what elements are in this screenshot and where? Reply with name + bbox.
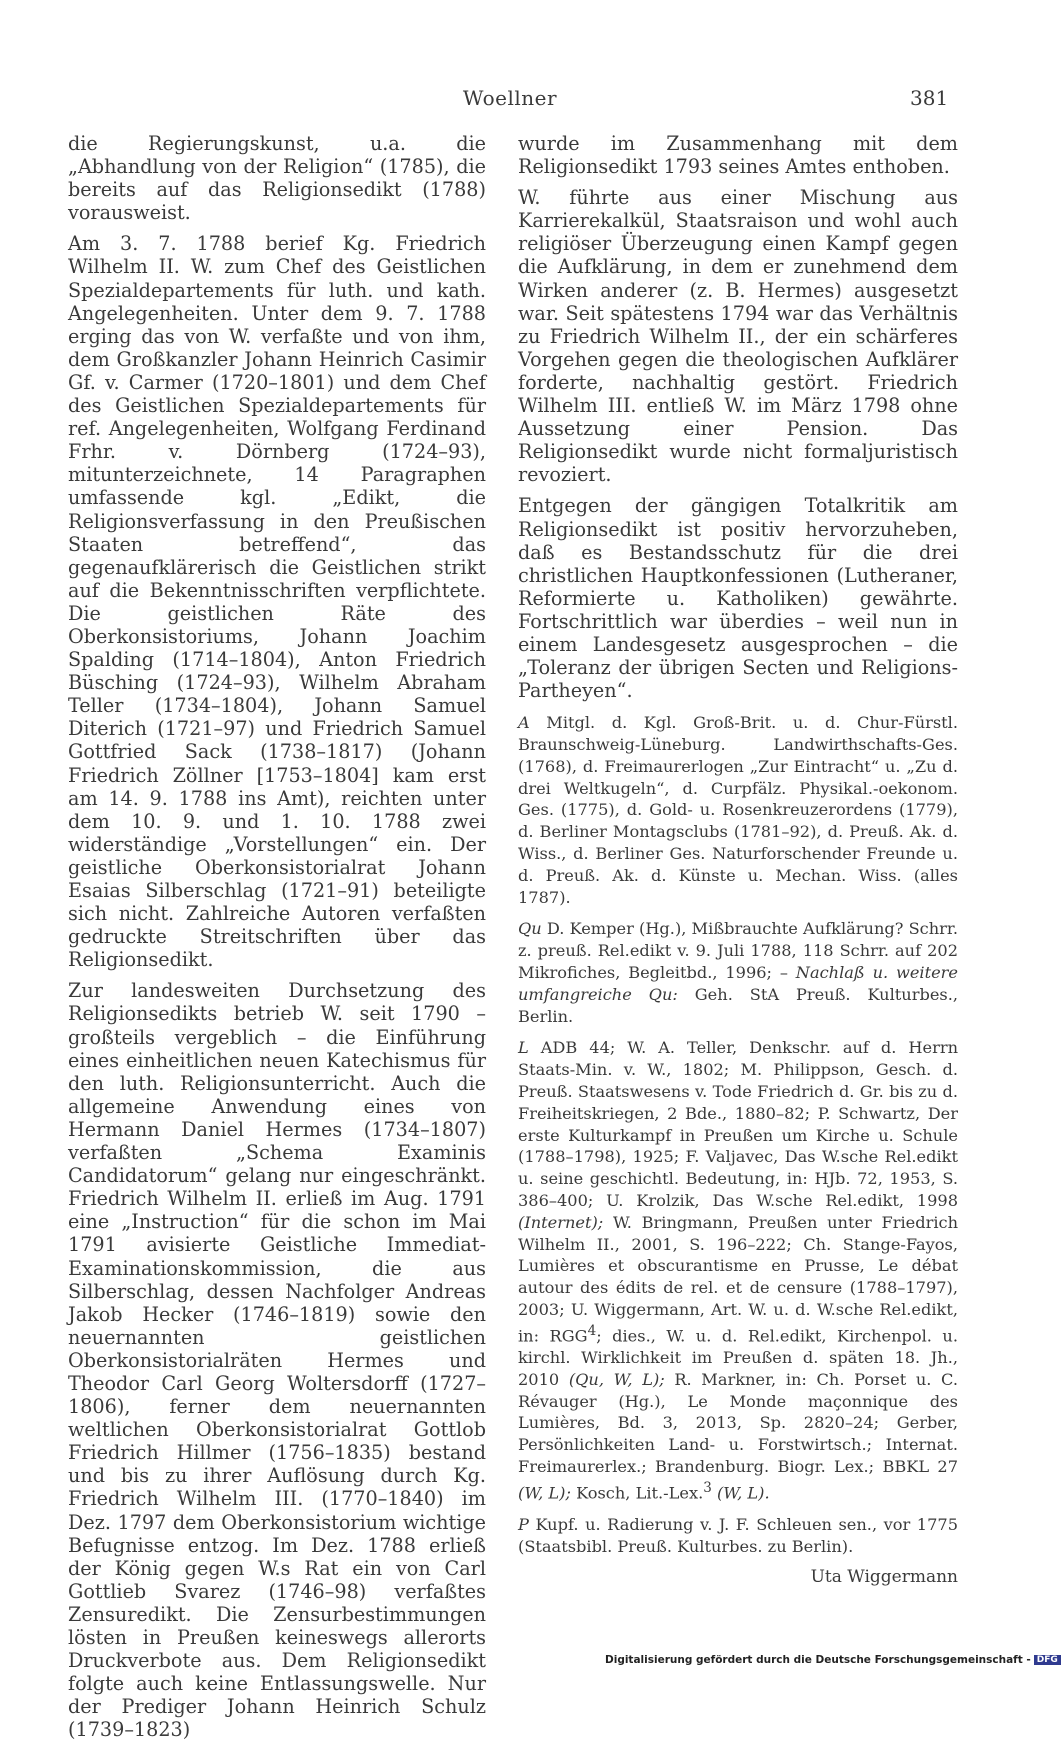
paragraph: Zur landesweiten Durchsetzung des Religionsedikts betrieb W. seit 1790 – großteils vergeblich – die Einführung eines einheitlichen neuen Katechismus für den luth. Religionsunterricht. Auch die allgemeine Anwendung eines von Hermann Daniel Hermes (1734–1807) verfaßten „Schema Examinis Candidatorum“ gelang nur eingeschränkt. Friedrich Wilhelm II. erließ im Aug. 1791 eine „Instruction“ für die schon im Mai 1791 avisierte Geistliche Immediat-Examinationskommission, die aus Silberschlag, dessen Nachfolger Andreas Jakob Hecker (1746–1819) sowie den neuernannten geistlichen Oberkonsistorialräten Hermes und Theodor Carl Georg Woltersdorff (1727–1806), ferner dem neuernannten weltlichen Oberkonsistorialrat Gottlob Friedrich Hillmer (1756–1835) bestand und bis zu ihrer Auflösung durch Kg. Friedrich Wilhelm III. (1770–1840) im Dez. 1797 dem Oberkonsistorium wichtige Befugnisse entzog. Im Dez. 1788 erließ der König gegen W.s Rat ein von Carl Gottlieb Svarez (1746–98) verfaßtes Zensuredikt. Die Zensurbestimmungen lösten in Preußen keineswegs allerorts Druckverbote aus. Dem Religionsedikt folgte auch keine Entlassungswelle. Nur der Prediger Johann Heinrich Schulz (1739–1823): [68, 979, 486, 1742]
section-italic: (W, L);: [518, 1483, 571, 1503]
section-literature: [518, 1037, 958, 1504]
superscript: 3: [703, 1479, 712, 1496]
section-awards: [518, 712, 958, 908]
section-tag: P: [518, 1514, 529, 1534]
section-tag: Qu: [518, 919, 542, 939]
paragraph: Entgegen der gängigen Totalkritik am Religionsedikt ist positiv hervorzuheben, daß es Bestandsschutz für die drei christlichen Hauptkonfessionen (Lutheraner, Reformierte u. Katholiken) gewährte. Fortschrittlich war überdies – weil nun in einem Landesgesetz ausgesprochen – die „Toleranz der übrigen Secten und Religions-Partheyen“.: [518, 494, 958, 703]
section-tag: A: [518, 713, 530, 733]
dfg-logo-icon: DFG: [1034, 1655, 1061, 1665]
section-text: ; dies., W. u. d. Rel.edikt, Kirchenpol. u. kirchl. Wirklichkeit im Preußen d. späten 18. Jh., 2010: [518, 1326, 958, 1389]
section-italic: (Internet);: [518, 1212, 604, 1232]
author-signature: Uta Wiggermann: [810, 1566, 958, 1587]
page-number: 381: [910, 86, 949, 110]
section-italic: Nachlaß u. weitere umfangreiche Qu:: [518, 963, 959, 1004]
paragraph: W. führte aus einer Mischung aus Karrierekalkül, Staatsraison und wohl auch religiöser Überzeugung einen Kampf gegen die Aufklärung, in dem er zunehmend dem Wirken anderer (z. B. Hermes) ausgesetzt war. Seit spätestens 1794 war das Verhältnis zu Friedrich Wilhelm II., der ein schärferes Vorgehen gegen die theologischen Aufklärer forderte, nachhaltig gestört. Friedrich Wilhelm III. entließ W. im März 1798 ohne Aussetzung einer Pension. Das Religionsedikt wurde nicht formaljuristisch revoziert.: [518, 186, 958, 487]
section-text: D. Kemper (Hg.), Mißbrauchte Aufklärung? Schrr. z. preuß. Rel.edikt v. 9. Juli 1788, 118 Schrr. auf 202 Mikrofiches, Begleitbd., 1996; –: [518, 919, 958, 983]
paragraph: die Regierungskunst, u.a. die „Abhandlung von der Religion“ (1785), die bereits auf das Religionsedikt (1788) vorausweist.: [68, 132, 486, 225]
paragraph: wurde im Zusammenhang mit dem Religionsedikt 1793 seines Amtes enthoben.: [518, 132, 958, 179]
section-text: ADB 44; W. A. Teller, Denkschr. auf d. Herrn Staats-Min. v. W., 1802; M. Philippson, Gesch. d. Preuß. Staatswesens v. Tode Friedrich d. Gr. bis zu d. Freiheitskriegen, 2 Bde., 1880–82; P. Schwartz, Der erste Kulturkampf in Preußen um Kirche u. Schule (1788–1798), 1925; F. Valjavec, Das W.sche Rel.edikt u. seine geschichtl. Bedeutung, in: HJb. 72, 1953, S. 386–400; U. Krolzik, Das W.sche Rel.edikt, 1998: [518, 1038, 958, 1210]
section-text: R. Markner, in: Ch. Porset u. C. Révauger (Hg.), Le Monde maçonnique des Lumières, Bd. 3, 2013, Sp. 2820–24; Gerber, Persönlichkeiten Land- u. Forstwirtsch.; Internat. Freimaurerlex.; Brandenburg. Biogr. Lex.; BBKL 27: [518, 1369, 958, 1476]
paragraph: Am 3. 7. 1788 berief Kg. Friedrich Wilhelm II. W. zum Chef des Geistlichen Spezialdepartements für luth. und kath. Angelegenheiten. Unter dem 9. 7. 1788 erging das von W. verfaßte und von ihm, dem Großkanzler Johann Heinrich Casimir Gf. v. Carmer (1720–1801) und dem Chef des Geistlichen Spezialdepartements für ref. Angelegenheiten, Wolfgang Ferdinand Frhr. v. Dörnberg (1724–93), mitunterzeichnete, 14 Paragraphen umfassende kgl. „Edikt, die Religionsverfassung in den Preußischen Staaten betreffend“, das gegenaufklärerisch die Geistlichen strikt auf die Bekenntnisschriften verpflichtete. Die geistlichen Räte des Oberkonsistoriums, Johann Joachim Spalding (1714–1804), Anton Friedrich Büsching (1724–93), Wilhelm Abraham Teller (1734–1804), Johann Samuel Diterich (1721–97) und Friedrich Samuel Gottfried Sack (1738–1817) (Johann Friedrich Zöllner [1753–1804] kam erst am 14. 9. 1788 ins Amt), reichten unter dem 10. 9. und 1. 10. 1788 zwei widerständige „Vorstellungen“ ein. Der geistliche Oberkonsistorialrat Johann Esaias Silberschlag (1721–91) beteiligte sich nicht. Zahlreiche Autoren verfaßten gedruckte Streitschriften über das Religionsedikt.: [68, 232, 486, 972]
digitization-credit: [605, 1654, 1058, 1666]
section-text: W. Bringmann, Preußen unter Friedrich Wilhelm II., 2001, S. 196–222; Ch. Stange-Fayos, Lumières et obscurantisme en Prusse, Le débat autour des édits de rel. et de censure (1788–1797), 2003; U. Wiggermann, Art. W. u. d. W.sche Rel.edikt, in: RGG: [518, 1212, 958, 1346]
superscript: 4: [587, 1322, 597, 1339]
right-column: [518, 132, 958, 1589]
section-italic: (W, L).: [711, 1483, 770, 1503]
section-text: Geh. StA Preuß. Kulturbes., Berlin.: [518, 984, 958, 1026]
left-column: [68, 132, 486, 1749]
section-text: Kupf. u. Radierung v. J. F. Schleuen sen., vor 1775 (Staatsbibl. Preuß. Kulturbes. zu Berlin).: [518, 1514, 958, 1556]
section-tag: L: [518, 1038, 529, 1058]
section-portraits: [518, 1514, 958, 1558]
running-head-title: Woellner: [462, 86, 558, 110]
credit-text: Digitalisierung gefördert durch die Deutsche Forschungsgemeinschaft -: [605, 1654, 1031, 1666]
section-text: Mitgl. d. Kgl. Groß-Brit. u. d. Chur-Fürstl. Braunschweig-Lüneburg. Landwirthschafts-Ges. (1768), d. Freimaurerlogen „Zur Eintracht“ u. „Zu d. drei Weltkugeln“, d. Curpfälz. Physikal.-oekonom. Ges. (1775), d. Gold- u. Rosenkreuzerordens (1779), d. Berliner Montagsclubs (1781–92), d. Preuß. Ak. d. Wiss., d. Berliner Ges. Naturforschender Freunde u. d. Preuß. Ak. d. Künste u. Mechan. Wiss. (alles 1787).: [518, 713, 958, 907]
section-text: Kosch, Lit.-Lex.: [570, 1483, 704, 1503]
section-sources: [518, 918, 958, 1027]
section-italic: (Qu, W, L);: [568, 1369, 665, 1389]
